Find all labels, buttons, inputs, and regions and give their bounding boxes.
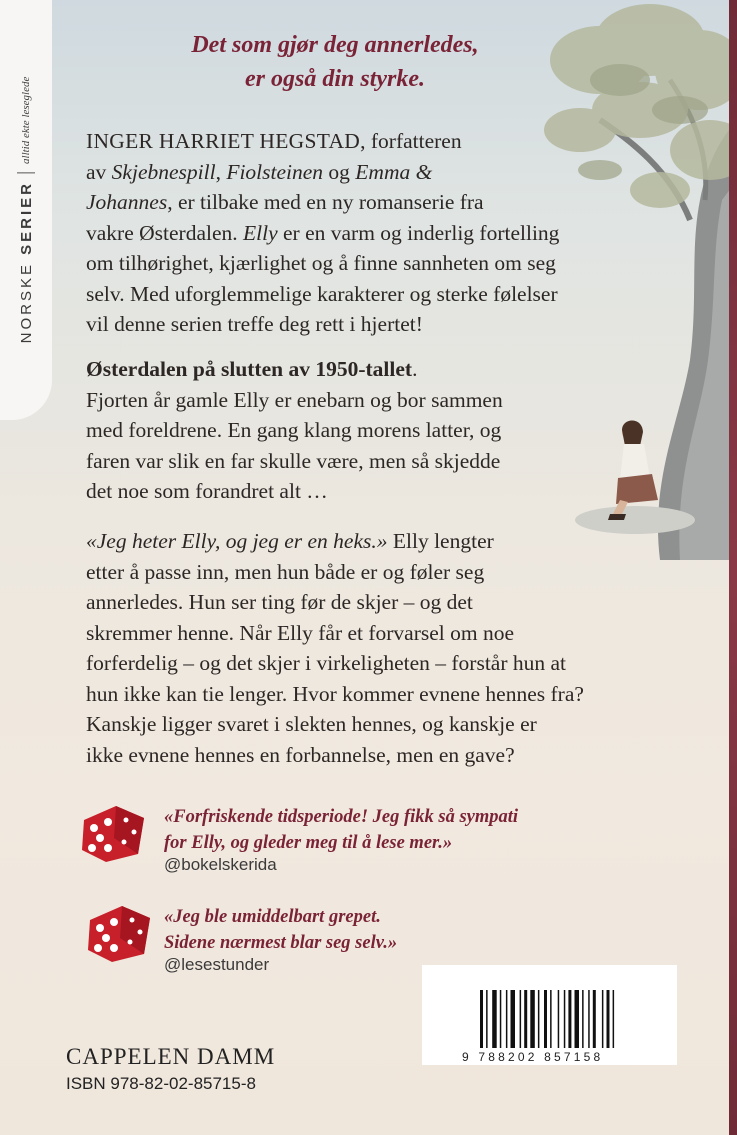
- text-run: Fjorten år gamle Elly er enebarn og bor sammen: [86, 387, 503, 412]
- barcode-bar: [500, 990, 502, 1048]
- publisher-logo: CAPPELEN DAMM: [66, 1044, 276, 1069]
- paragraph-line: [86, 446, 503, 477]
- series-tagline: alltid ekte leseglede: [20, 76, 32, 164]
- barcode-bar: [524, 990, 527, 1048]
- text-run: det noe som forandret alt …: [86, 479, 328, 503]
- text-run: skremmer henne. Når Elly får et forvarsel om noe: [86, 620, 515, 645]
- text-run: Østerdalen på slutten av 1950-tallet: [86, 357, 413, 381]
- text-run: selv. Med uforglemmelige karakterer og sterke følelser: [86, 281, 558, 306]
- barcode-digits: 9 788202 857158: [462, 1050, 604, 1064]
- tagline-line: er også din styrke.: [245, 66, 425, 92]
- tree-illustration: [540, 0, 737, 560]
- review-handle-1: @bokelskerida: [164, 855, 277, 874]
- text-run: Elly lengter: [387, 529, 494, 553]
- paragraph-line: [86, 187, 559, 218]
- barcode-bar: [558, 990, 560, 1048]
- review-handle-2: @lesestunder: [164, 955, 270, 974]
- paragraph-line: [86, 126, 559, 157]
- text-run: Skjebnespill: [111, 159, 216, 184]
- text-run: .: [412, 357, 418, 381]
- series-name-a: NORSKE: [17, 262, 35, 344]
- text-run: forferdelig – og det skjer i virkeligheten – forstår hun at: [86, 651, 567, 675]
- review-quote-line: «Jeg ble umiddelbart grepet.: [164, 907, 381, 927]
- text-run: Johannes: [86, 190, 168, 214]
- text-run: annerledes. Hun ser ting før de skjer – og det: [86, 590, 473, 614]
- text-run: er en varm og inderlig fortelling: [277, 220, 560, 245]
- barcode-bar: [538, 990, 540, 1048]
- barcode-bar: [582, 990, 584, 1048]
- barcode-bar: [530, 990, 535, 1048]
- review-quote-line: «Forfriskende tidsperiode! Jeg fikk så sympati: [164, 807, 519, 827]
- text-run: , er tilbake med en ny romanserie fra: [167, 190, 484, 214]
- paragraph-line: [86, 557, 584, 588]
- barcode-bar: [575, 990, 580, 1048]
- paragraph-line: [86, 157, 559, 188]
- barcode-bar: [568, 990, 571, 1048]
- paragraph-line: [86, 248, 559, 279]
- cover-tagline: [110, 28, 560, 96]
- barcode-bar: [486, 990, 488, 1048]
- text-run: vakre Østerdalen.: [86, 220, 243, 245]
- text-run: Emma &: [355, 159, 433, 184]
- synopsis-paragraph: [86, 526, 584, 770]
- text-run: med foreldrene. En gang klang morens latter, og: [86, 418, 502, 442]
- paragraph-line: [86, 648, 584, 679]
- barcode-bar: [480, 990, 483, 1048]
- barcode-bar: [511, 990, 516, 1048]
- paragraph-line: [86, 709, 584, 740]
- barcode-bar: [588, 990, 590, 1048]
- tagline-line: Det som gjør deg annerledes,: [191, 32, 479, 58]
- review-quote-2: [164, 904, 397, 956]
- series-divider: [17, 172, 35, 173]
- barcode-bar: [602, 990, 604, 1048]
- isbn-number: ISBN 978-82-02-85715-8: [66, 1074, 256, 1093]
- paragraph-line: [86, 740, 584, 771]
- text-run: , forfatteren: [360, 129, 462, 153]
- text-run: Elly: [243, 220, 278, 245]
- text-run: Fiolsteinen: [226, 159, 324, 184]
- review-quote-line: Sidene nærmest blar seg selv.»: [164, 933, 398, 953]
- series-spine: [0, 0, 52, 420]
- barcode-bar: [506, 990, 508, 1048]
- paragraph-line: [86, 679, 584, 710]
- paragraph-line: [86, 415, 503, 446]
- die-five-icon: [84, 900, 154, 966]
- barcode-bar: [613, 990, 615, 1048]
- paragraph-line: [86, 618, 584, 649]
- text-run: og: [323, 159, 356, 184]
- barcode-bar: [607, 990, 610, 1048]
- barcode-bar: [550, 990, 552, 1048]
- right-edge-band: [729, 0, 737, 1135]
- paragraph-line: [86, 587, 584, 618]
- text-run: vil denne serien treffe deg rett i hjertet!: [86, 312, 423, 336]
- text-run: hun ikke kan tie lenger. Hvor kommer evnene hennes fra?: [86, 681, 584, 706]
- text-run: Kanskje ligger svaret i slekten hennes, og kanskje er: [86, 712, 537, 736]
- paragraph-line: [86, 354, 503, 385]
- review-quote-line: for Elly, og gleder meg til å lese mer.»: [164, 833, 453, 853]
- text-run: etter å passe inn, men hun både er og føler seg: [86, 559, 485, 584]
- text-run: faren var slik en far skulle være, men så skjedde: [86, 448, 501, 473]
- paragraph-line: [86, 476, 503, 507]
- series-name-b: SERIER: [17, 180, 35, 255]
- die-five-icon: [78, 800, 148, 866]
- paragraph-line: [86, 218, 559, 249]
- text-run: INGER HARRIET HEGSTAD: [86, 129, 361, 153]
- series-brand: [17, 77, 35, 344]
- paragraph-line: [86, 309, 559, 340]
- text-run: av: [86, 159, 112, 184]
- barcode-bar: [492, 990, 497, 1048]
- paragraph-line: [86, 385, 503, 416]
- barcode-graphic: [480, 990, 630, 1048]
- text-run: «Jeg heter Elly, og jeg er en heks.»: [86, 529, 388, 553]
- setting-paragraph: [86, 354, 503, 507]
- barcode-bar: [593, 990, 596, 1048]
- barcode-bar: [520, 990, 522, 1048]
- author-paragraph: [86, 126, 559, 340]
- barcode-bar: [544, 990, 547, 1048]
- series-name: [18, 181, 35, 343]
- barcode-bar: [564, 990, 566, 1048]
- paragraph-line: [86, 279, 559, 310]
- paragraph-line: [86, 526, 584, 557]
- text-run: ikke evnene hennes en forbannelse, men en gave?: [86, 742, 515, 767]
- text-run: ,: [215, 159, 227, 184]
- text-run: om tilhørighet, kjærlighet og å finne sannheten om seg: [86, 251, 556, 275]
- review-quote-1: [164, 804, 518, 856]
